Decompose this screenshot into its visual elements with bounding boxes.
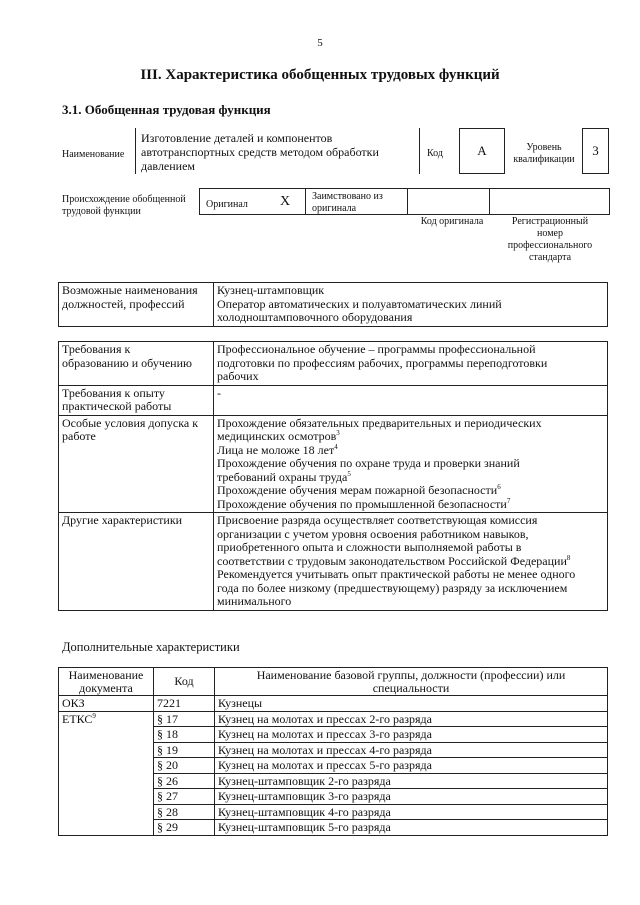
borrowed-label: Заимствовано из оригинала xyxy=(312,191,383,214)
name-cell: Кузнец-штамповщик 4-го разряда xyxy=(215,804,608,820)
code-original-label: Код оригинала xyxy=(420,216,484,227)
requirement-row xyxy=(59,415,608,513)
code-cell: § 18 xyxy=(154,727,215,743)
code-cell: § 19 xyxy=(154,742,215,758)
doc-cell: ОКЗ xyxy=(59,696,154,712)
origin-table xyxy=(199,188,610,215)
code-cell: § 27 xyxy=(154,789,215,805)
col-name-header: Наименование базовой группы, должности (профессии) или специальности xyxy=(215,668,608,696)
section-title: III. Характеристика обобщенных трудовых функций xyxy=(140,67,500,83)
requirement-label: Требования к образованию и обучению xyxy=(59,342,214,386)
level-value: 3 xyxy=(592,143,599,158)
requirement-row xyxy=(59,513,608,611)
name-cell: Кузнецы xyxy=(215,696,608,712)
requirement-label: Особые условия допуска к работе xyxy=(59,415,214,513)
col-code-header: Код xyxy=(154,668,215,696)
name-label: Наименование xyxy=(62,149,125,160)
original-label: Оригинал xyxy=(206,199,248,210)
code-cell: § 17 xyxy=(154,711,215,727)
name-cell: Кузнец-штамповщик 5-го разряда xyxy=(215,820,608,836)
code-cell: § 28 xyxy=(154,804,215,820)
subsection-title: 3.1. Обобщенная трудовая функция xyxy=(62,102,271,117)
positions-label: Возможные наименования должностей, профессий xyxy=(59,283,214,327)
table-row xyxy=(59,696,608,712)
table-row xyxy=(59,711,608,727)
requirement-value: - xyxy=(214,385,608,415)
code-value: А xyxy=(477,143,487,158)
requirement-value: Присвоение разряда осуществляет соответствующая комиссия организации с учетом уровня освоения работником навыков, приобретенного опыта и сложности выполняемой работы в соответствии с трудовым законодательством Российской Федерации$^8$ Рекомендуется учитывать опыт практической работы не менее одного года по более низкому (предшествующему) разряду за исключением минимального xyxy=(214,513,608,611)
additional-title: Дополнительные характеристики xyxy=(62,640,240,654)
name-cell: Кузнец на молотах и прессах 2-го разряда xyxy=(215,711,608,727)
name-cell: Кузнец-штамповщик 3-го разряда xyxy=(215,789,608,805)
requirement-value: Прохождение обязательных предварительных и периодических медицинских осмотров$^3$ Лица не моложе 18 лет$^4$ Прохождение обучения по охране труда и проверки знаний требований охраны труда$^5$ Прохождение обучения мерам пожарной безопасности$^6$ Прохождение обучения по промышленной безопасности$^7$ xyxy=(214,415,608,513)
code-cell: 7221 xyxy=(154,696,215,712)
code-cell: § 26 xyxy=(154,773,215,789)
requirement-row xyxy=(59,342,608,386)
level-value-box xyxy=(582,128,609,174)
requirements-table xyxy=(58,341,608,611)
page-number: 5 xyxy=(317,37,323,49)
code-cell: § 20 xyxy=(154,758,215,774)
origin-label: Происхождение обобщенной трудовой функции xyxy=(62,194,186,217)
requirement-row xyxy=(59,385,608,415)
col-doc-header: Наименование документа xyxy=(59,668,154,696)
code-cell: § 29 xyxy=(154,820,215,836)
positions-table xyxy=(58,282,608,327)
code-value-box xyxy=(459,128,505,174)
requirement-label: Требования к опыту практической работы xyxy=(59,385,214,415)
positions-value: Кузнец-штамповщик Оператор автоматических и полуавтоматических линий холодноштамповочного оборудования xyxy=(214,283,608,327)
name-cell: Кузнец на молотах и прессах 4-го разряда xyxy=(215,742,608,758)
requirement-label: Другие характеристики xyxy=(59,513,214,611)
additional-header-row xyxy=(59,668,608,696)
code-label: Код xyxy=(427,148,443,159)
additional-table xyxy=(58,667,608,836)
reg-number-label: Регистрационный номер профессионального стандарта xyxy=(507,216,593,263)
name-cell: Кузнец на молотах и прессах 5-го разряда xyxy=(215,758,608,774)
doc-cell: ЕТКС$^9$ xyxy=(59,711,154,835)
level-label: Уровень квалификации xyxy=(513,142,575,165)
name-cell: Кузнец на молотах и прессах 3-го разряда xyxy=(215,727,608,743)
original-mark: X xyxy=(280,194,291,209)
name-value-box xyxy=(135,128,420,174)
requirement-value: Профессиональное обучение – программы профессиональной подготовки по профессиям рабочих, программы переподготовки рабочих xyxy=(214,342,608,386)
name-value: Изготовление деталей и компонентов автотранспортных средств методом обработки давлением xyxy=(141,131,379,173)
name-cell: Кузнец-штамповщик 2-го разряда xyxy=(215,773,608,789)
